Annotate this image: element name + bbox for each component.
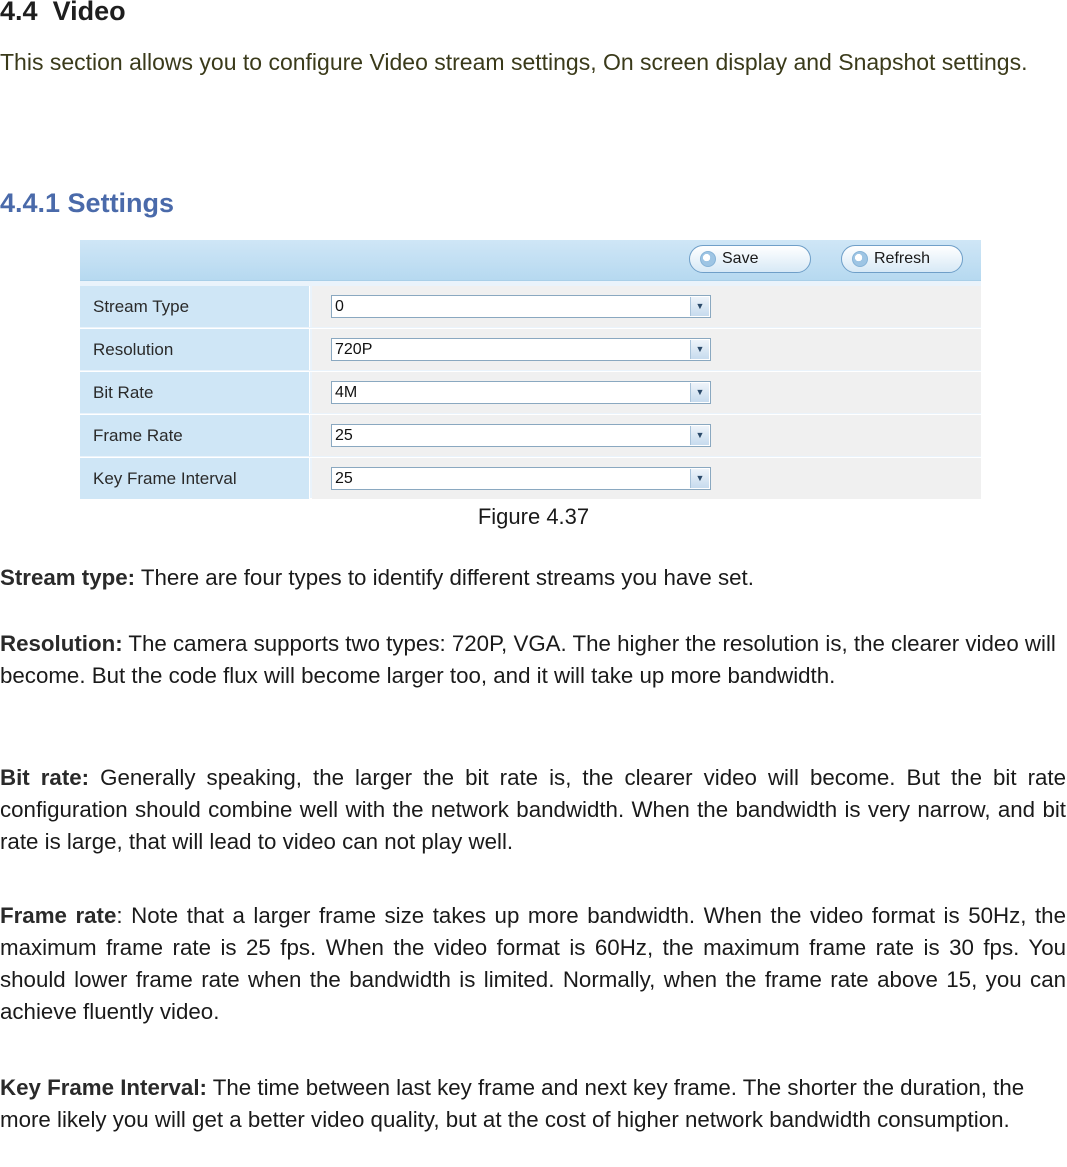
- refresh-button-label: Refresh: [874, 250, 931, 267]
- select-value: 4M: [335, 384, 358, 401]
- description: The camera supports two types: 720P, VGA. The higher the resolution is, the clearer video will become. But the code flux will become larger too, and it will take up more bandwidth.: [0, 631, 1056, 688]
- settings-row-frame-rate: [80, 415, 981, 458]
- row-label: Stream Type: [80, 286, 310, 327]
- row-value-cell: [312, 329, 981, 370]
- select-value: 25: [335, 470, 353, 487]
- select-value: 0: [335, 298, 344, 315]
- panel-toolbar: [80, 240, 981, 281]
- bit-rate-select[interactable]: [331, 381, 711, 404]
- chevron-down-icon: ▼: [690, 426, 709, 445]
- video-settings-panel: [80, 240, 981, 498]
- refresh-button[interactable]: [841, 245, 963, 273]
- resolution-select[interactable]: [331, 338, 711, 361]
- row-label: Bit Rate: [80, 372, 310, 413]
- chevron-down-icon: ▼: [690, 469, 709, 488]
- row-label: Frame Rate: [80, 415, 310, 456]
- row-value-cell: [312, 372, 981, 413]
- paragraph-stream-type: [0, 562, 1066, 594]
- refresh-circle-icon: [700, 251, 716, 267]
- chevron-down-icon: ▼: [690, 297, 709, 316]
- settings-row-key-frame-interval: [80, 458, 981, 501]
- subsection-title: 4.4.1 Settings: [0, 188, 175, 218]
- settings-row-stream-type: [80, 286, 981, 329]
- term: Frame rate: [0, 903, 117, 928]
- frame-rate-select[interactable]: [331, 424, 711, 447]
- section-title: Video: [52, 0, 126, 26]
- key-frame-interval-select[interactable]: [331, 467, 711, 490]
- figure-caption: Figure 4.37: [477, 504, 590, 529]
- select-value: 720P: [335, 341, 373, 358]
- row-value-cell: [312, 415, 981, 456]
- term: Stream type:: [0, 565, 136, 590]
- chevron-down-icon: ▼: [690, 383, 709, 402]
- chevron-down-icon: ▼: [690, 340, 709, 359]
- description: Generally speaking, the larger the bit rate is, the clearer video will become. But the bit rate configuration should combine well with the network bandwidth. When the bandwidth is very narrow, and bit rate is large, that will lead to video can not play well.: [0, 765, 1066, 854]
- term: Key Frame Interval:: [0, 1075, 207, 1100]
- paragraph-key-frame-interval: [0, 1072, 1066, 1136]
- section-intro: This section allows you to configure Video stream settings, On screen display and Snapshot settings.: [0, 49, 1028, 75]
- description: : Note that a larger frame size takes up more bandwidth. When the video format is 50Hz, the maximum frame rate is 25 fps. When the video format is 60Hz, the maximum frame rate is 30 fps. You should lower frame rate when the bandwidth is limited. Normally, when the frame rate above 15, you can achieve fluently video.: [0, 903, 1066, 1024]
- description: There are four types to identify different streams you have set.: [135, 565, 754, 590]
- save-button-label: Save: [722, 250, 759, 267]
- select-value: 25: [335, 427, 353, 444]
- paragraph-bit-rate: [0, 762, 1066, 858]
- paragraph-frame-rate: [0, 900, 1066, 1028]
- term: Resolution:: [0, 631, 123, 656]
- refresh-circle-icon: [852, 251, 868, 267]
- settings-rows: [80, 286, 981, 501]
- section-heading: [0, 0, 126, 27]
- term: Bit rate:: [0, 765, 90, 790]
- section-number: 4.4: [0, 0, 38, 26]
- stream-type-select[interactable]: [331, 295, 711, 318]
- settings-row-bit-rate: [80, 372, 981, 415]
- description: The time between last key frame and next key frame. The shorter the duration, the more likely you will get a better video quality, but at the cost of higher network bandwidth consumption.: [0, 1075, 1025, 1132]
- settings-row-resolution: [80, 329, 981, 372]
- row-label: Key Frame Interval: [80, 458, 310, 499]
- row-label: Resolution: [80, 329, 310, 370]
- paragraph-resolution: [0, 628, 1066, 692]
- save-button[interactable]: [689, 245, 811, 273]
- row-value-cell: [312, 286, 981, 327]
- row-value-cell: [312, 458, 981, 499]
